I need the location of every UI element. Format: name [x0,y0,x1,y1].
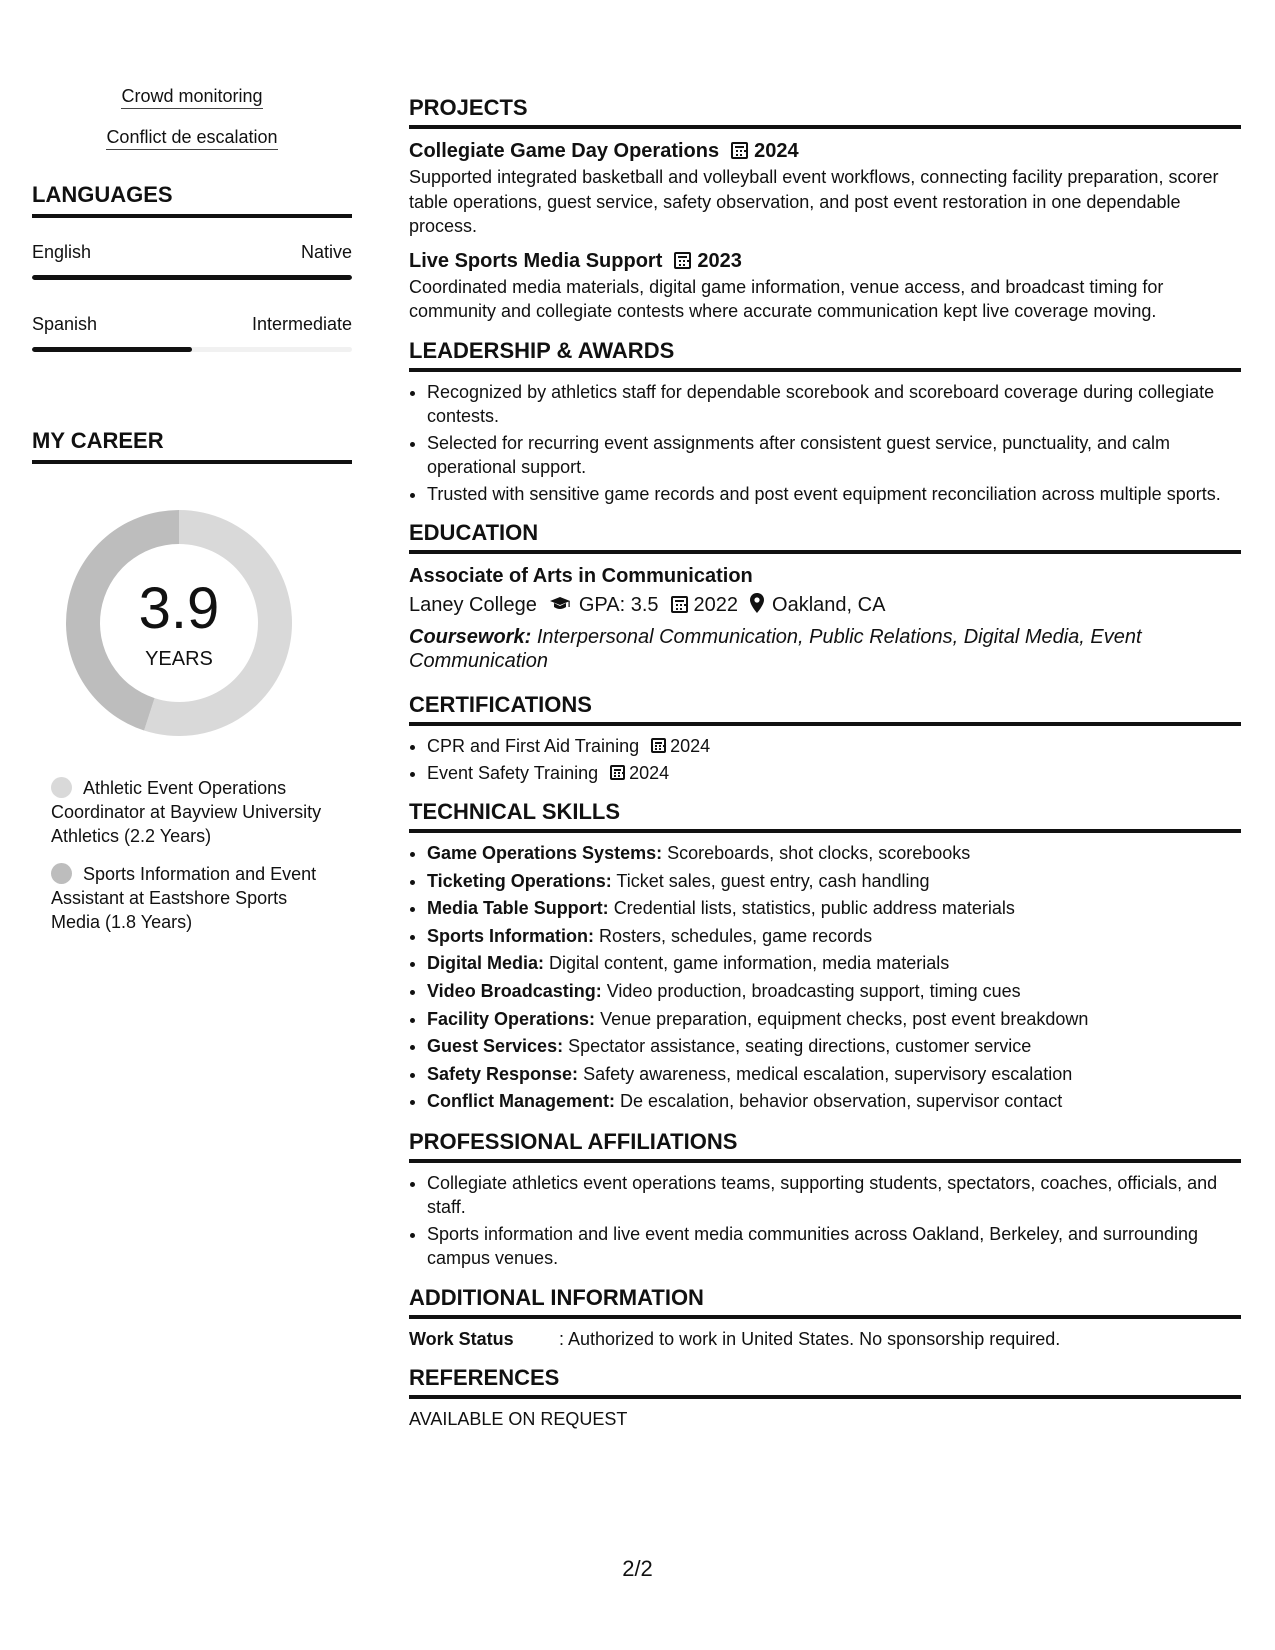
education-section [409,519,1241,673]
project-description: Coordinated media materials, digital game information, venue access, and broadcast timing for community and collegiate contests where accurate communication kept live coverage moving. [409,276,1164,321]
list-item: • Digital Media: Digital content, game information, media materials [427,951,1241,977]
language-item [32,314,352,352]
gpa: GPA: 3.5 [578,594,659,616]
graduation-cap-icon [549,591,571,621]
degree: Associate of Arts in Communication [409,565,753,587]
section-title: PROFESSIONAL AFFILIATIONS [409,1128,1241,1163]
page-number: 2/2 [622,1556,653,1581]
list-item: • Collegiate athletics event operations teams, supporting students, spectators, coaches, officials, and staff. [427,1171,1241,1220]
language-bar-fill [32,275,352,280]
list-item: • Conflict Management: De escalation, behavior observation, supervisor contact [427,1089,1241,1115]
list-item: • Video Broadcasting: Video production, broadcasting support, timing cues [427,979,1241,1005]
graduation-year: 2022 [693,594,739,616]
project-heading: Collegiate Game Day Operations 2024 [409,140,799,162]
language-name: English [32,242,92,262]
work-status [409,1327,1241,1352]
section-title: CERTIFICATIONS [409,691,1241,726]
references-section [409,1364,1241,1432]
career-donut [64,508,294,738]
list-item: • Sports information and live event media communities across Oakland, Berkeley, and surrounding campus venues. [427,1222,1241,1271]
list-item: • Ticketing Operations: Ticket sales, guest entry, cash handling [427,869,1241,895]
section-title: LEADERSHIP & AWARDS [409,337,1241,372]
career-legend-item: Athletic Event Operations Coordinator at Bayview University Athletics (2.2 Years) [51,778,322,846]
language-level: Intermediate [251,314,352,334]
list-item: • Game Operations Systems: Scoreboards, shot clocks, scorebooks [427,841,1241,867]
calendar-icon [651,738,666,753]
language-bar [32,347,352,352]
list-item: • Guest Services: Spectator assistance, seating directions, customer service [427,1034,1241,1060]
list-item: • Facility Operations: Venue preparation, equipment checks, post event breakdown [427,1007,1241,1033]
project-heading: Live Sports Media Support 2023 [409,249,742,272]
career-title: MY CAREER [32,428,352,464]
career-total: 3.9 [138,576,220,641]
leadership-section [409,337,1241,507]
work-status-value: : Authorized to work in United States. No sponsorship required. [559,1328,1061,1349]
calendar-icon [731,142,748,159]
languages-title: LANGUAGES [32,182,352,218]
education-details [409,590,1241,622]
language-level: Native [300,242,352,262]
location-pin-icon [750,592,764,622]
career-legend-item: Sports Information and Event Assistant at Eastshore Sports Media (1.8 Years) [51,864,317,932]
technical-skills-section [409,798,1241,1115]
list-item: • Event Safety Training 2024 [427,761,1241,786]
skill-tag: Conflict de escalation [32,127,352,148]
career-legend [51,776,331,934]
projects-section [409,94,1241,324]
right-column [409,94,1241,1445]
language-bar [32,275,352,280]
language-name: Spanish [32,314,98,334]
list-item: • CPR and First Aid Training 2024 [427,734,1241,759]
additional-section [409,1284,1241,1352]
section-title: PROJECTS [409,94,1241,129]
certifications-section [409,691,1241,785]
language-item [32,242,352,280]
coursework: Coursework: Interpersonal Communication, Public Relations, Digital Media, Event Communication [409,626,1142,672]
list-item: • Recognized by athletics staff for dependable scorebook and scoreboard coverage during collegiate contests. [427,380,1241,429]
section-title: EDUCATION [409,519,1241,554]
skill-tag: Crowd monitoring [32,86,352,107]
left-column [32,86,352,948]
section-title: REFERENCES [409,1364,1241,1399]
legend-dot-icon [51,863,72,884]
school: Laney College [409,594,537,616]
location: Oakland, CA [772,594,886,616]
list-item: • Trusted with sensitive game records and post event equipment reconciliation across multiple sports. [427,482,1241,507]
calendar-icon [674,252,691,269]
list-item: • Sports Information: Rosters, schedules, game records [427,924,1241,950]
calendar-icon [671,596,688,613]
affiliations-section [409,1128,1241,1271]
section-title: ADDITIONAL INFORMATION [409,1284,1241,1319]
references-text: AVAILABLE ON REQUEST [409,1409,628,1430]
project-description: Supported integrated basketball and volleyball event workflows, connecting facility preparation, scorer table operations, guest service, safety observation, and post event restoration in one dependable process. [409,167,1219,236]
list-item: • Selected for recurring event assignments after consistent guest service, punctuality, and calm operational support. [427,431,1241,480]
legend-dot-icon [51,777,72,798]
career-unit: YEARS [145,648,213,670]
work-status-label: Work Status [409,1328,514,1349]
list-item: • Safety Response: Safety awareness, medical escalation, supervisory escalation [427,1062,1241,1088]
language-bar-fill [32,347,192,352]
section-title: TECHNICAL SKILLS [409,798,1241,833]
calendar-icon [610,765,625,780]
list-item: • Media Table Support: Credential lists, statistics, public address materials [427,896,1241,922]
